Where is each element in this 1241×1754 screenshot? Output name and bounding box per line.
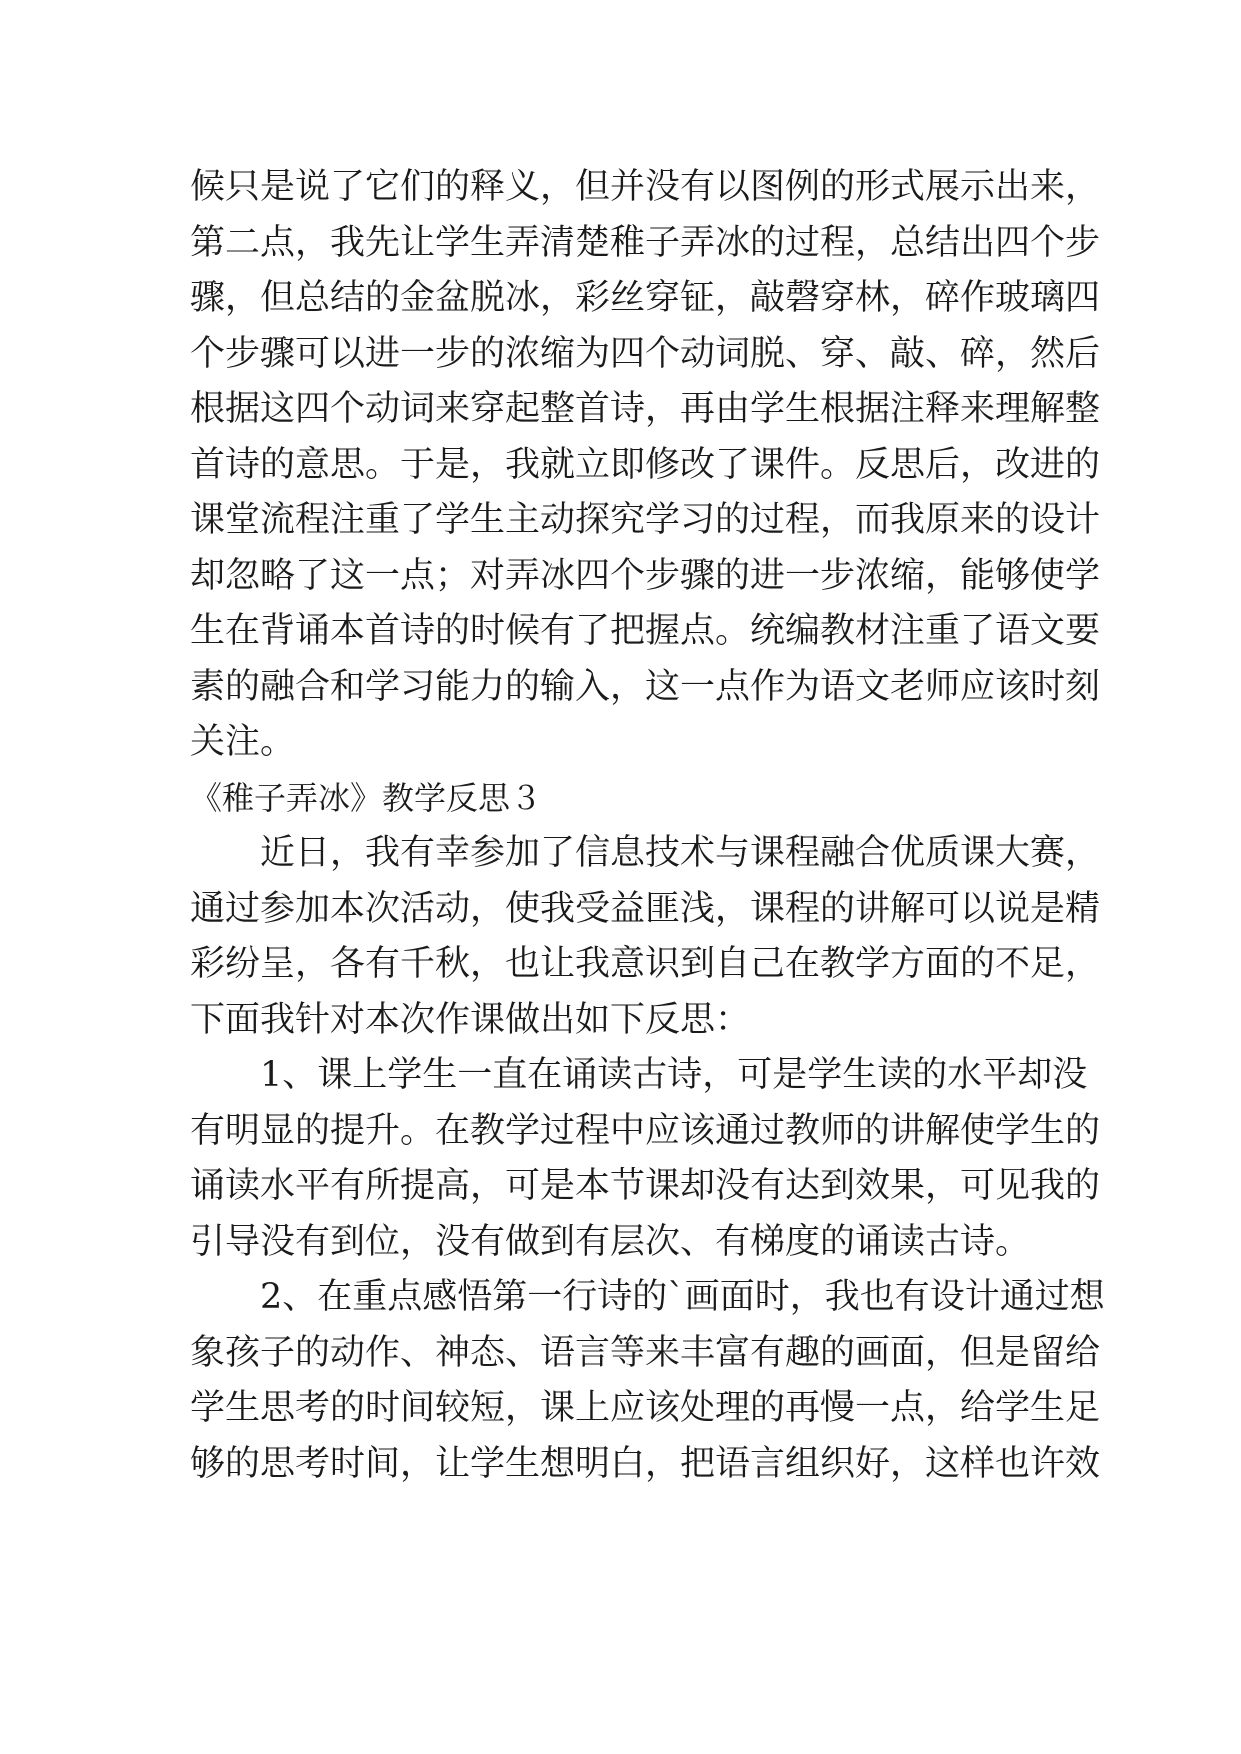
section-heading: 《稚子弄冰》教学反思３ (190, 778, 543, 817)
text-line: 却忽略了这一点；对弄冰四个步骤的进一步浓缩，能够使学 (190, 555, 1101, 596)
paragraph-first-line: 1、课上学生一直在诵读古诗，可是学生读的水平却没 (260, 1055, 1088, 1095)
text-line: 够的思考时间，让学生想明白，把语言组织好，这样也许效 (190, 1443, 1101, 1484)
text-line: 课堂流程注重了学生主动探究学习的过程，而我原来的设计 (190, 500, 1101, 540)
text-line: 有明显的提升。在教学过程中应该通过教师的讲解使学生的 (190, 1110, 1101, 1151)
text-line: 学生思考的时间较短，课上应该处理的再慢一点，给学生足 (190, 1388, 1101, 1428)
text-line: 根据这四个动词来穿起整首诗，再由学生根据注释来理解整 (190, 389, 1101, 429)
text-line: 下面我针对本次作课做出如下反思： (190, 999, 751, 1040)
text-line: 骤，但总结的金盆脱冰，彩丝穿钲，敲磬穿林，碎作玻璃四 (190, 278, 1101, 318)
text-line: 素的融合和学习能力的输入，这一点作为语文老师应该时刻 (190, 666, 1101, 707)
text-line: 彩纷呈，各有千秋，也让我意识到自己在教学方面的不足， (190, 944, 1101, 984)
text-line: 生在背诵本首诗的时候有了把握点。统编教材注重了语文要 (190, 611, 1101, 651)
text-line: 首诗的意思。于是，我就立即修改了课件。反思后，改进的 (190, 444, 1101, 485)
paragraph-first-line: 近日，我有幸参加了信息技术与课程融合优质课大赛， (260, 833, 1101, 873)
paragraph-first-line: 2、在重点感悟第一行诗的`画面时，我也有设计通过想 (260, 1277, 1105, 1317)
text-line: 关注。 (190, 722, 296, 762)
text-line: 个步骤可以进一步的浓缩为四个动词脱、穿、敲、碎，然后 (190, 333, 1101, 374)
text-line: 通过参加本次活动，使我受益匪浅，课程的讲解可以说是精 (190, 888, 1101, 929)
text-line: 象孩子的动作、神态、语言等来丰富有趣的画面，但是留给 (190, 1332, 1101, 1373)
text-line: 候只是说了它们的释义，但并没有以图例的形式展示出来， (190, 167, 1101, 207)
text-line: 第二点，我先让学生弄清楚稚子弄冰的过程，总结出四个步 (190, 222, 1101, 263)
text-line: 引导没有到位，没有做到有层次、有梯度的诵读古诗。 (190, 1221, 1031, 1262)
document-body (190, 160, 1105, 1492)
text-line: 诵读水平有所提高，可是本节课却没有达到效果，可见我的 (190, 1166, 1101, 1206)
